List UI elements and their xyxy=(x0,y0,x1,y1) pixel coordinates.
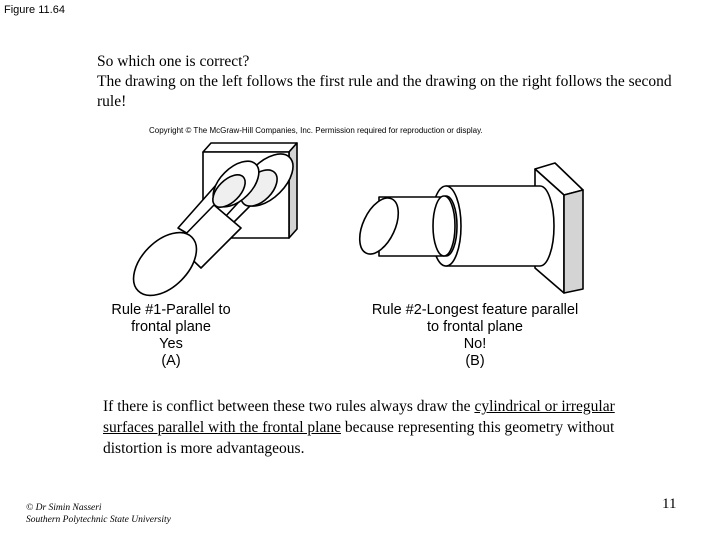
footer-author: © Dr Simin Nasseri xyxy=(26,503,102,513)
conclusion-text xyxy=(103,396,643,459)
drawing-b xyxy=(352,163,583,293)
caption-b xyxy=(358,302,592,370)
footer xyxy=(26,502,171,526)
footer-institution: Southern Polytechnic State University xyxy=(26,515,171,525)
cylinder-b-small-back xyxy=(433,196,455,256)
conclusion-end: because representing this geometry without distortion is more advantageous. xyxy=(103,419,615,457)
conclusion-start: If there is conflict between these two rules always draw the xyxy=(103,398,475,415)
caption-a-verdict: Yes xyxy=(159,336,183,352)
caption-b-plane: to frontal plane xyxy=(427,319,523,335)
caption-b-rule: Rule #2-Longest feature parallel xyxy=(371,302,579,318)
caption-a-tag: (A) xyxy=(161,353,181,369)
figure-label: Figure 11.64 xyxy=(4,4,65,16)
drawing-a xyxy=(122,143,302,307)
caption-a-plane: frontal plane xyxy=(131,319,211,335)
intro-question: So which one is correct? xyxy=(97,53,250,70)
caption-b-tag: (B) xyxy=(465,353,485,369)
copyright-notice: Copyright © The McGraw-Hill Companies, Inc. Permission required for reproduction or display. xyxy=(149,126,483,135)
caption-a-rule: Rule #1-Parallel to xyxy=(111,302,231,318)
intro-explanation: The drawing on the left follows the first rule and the drawing on the right follows the second rule! xyxy=(97,73,672,110)
caption-b-verdict: No! xyxy=(463,336,487,352)
cylinder-b-large xyxy=(446,186,554,266)
plate-a-top xyxy=(203,143,297,152)
page-number: 11 xyxy=(662,496,677,512)
plate-b-edge xyxy=(564,190,583,293)
conclusion-emphasis: cylindrical or irregular surfaces parallel with the frontal plane xyxy=(103,398,615,436)
caption-a xyxy=(96,302,246,370)
